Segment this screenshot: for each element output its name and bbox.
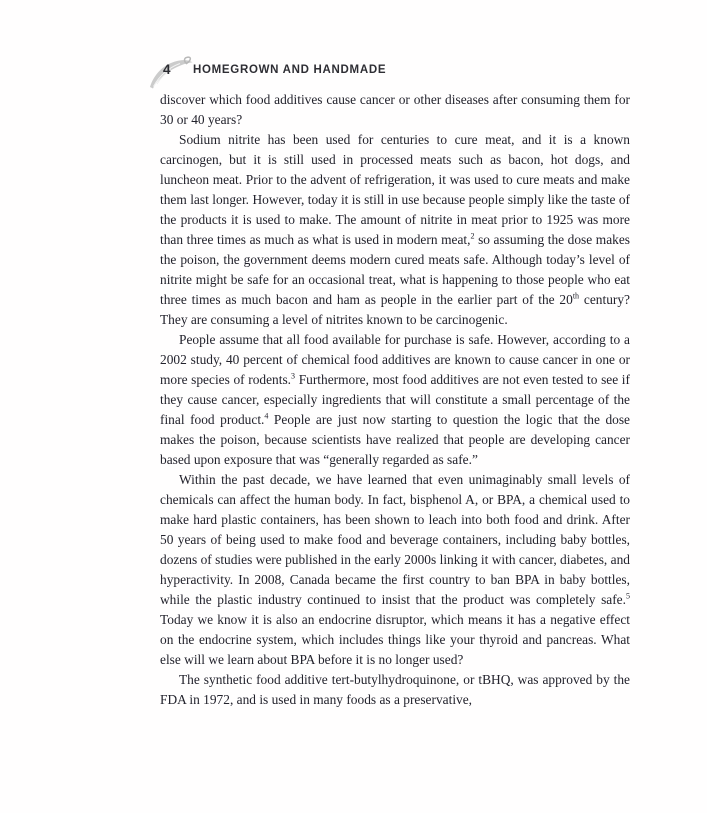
paragraph: People assume that all food available for purchase is safe. However, according to a 2002 study, 40 percent of chemical food additives are known to cause cancer in one or more species of rodents.$^3$ Furthermore, most food additives are not even tested to see if they cause cancer, especially ingredients that will constitute a small percentage of the final food product.$^4$ People are just now starting to question the logic that the dose makes the poison, because scientists have realized that people are developing cancer based upon exposure that was “generally regarded as safe.” (160, 332, 630, 467)
paragraph: Sodium nitrite has been used for centuries to cure meat, and it is a known carcinogen, but it is still used in processed meats such as bacon, hot dogs, and luncheon meat. Prior to the advent of refrigeration, it was used to cure meats and make them last longer. However, today it is still in use because people simply like the taste of the products it is used to make. The amount of nitrite in meat prior to 1925 was more than three times as much as what is used in modern meat,$^2$ so assuming the dose makes the poison, the government deems modern cured meats safe. Although today’s level of nitrite might be safe for an occasional treat, what is happening to those people who eat three times as much bacon and ham as people in the earlier part of the 20th century? They are consuming a level of nitrites known to be carcinogenic. (160, 132, 630, 327)
paragraph: The synthetic food additive tert-butylhydroquinone, or tBHQ, was approved by the FDA in 1972, and is used in many foods as a preservative, (160, 672, 630, 707)
paragraph: discover which food additives cause cancer or other diseases after consuming them for 30 or 40 years? (160, 92, 630, 127)
running-header (147, 55, 567, 91)
body-text (160, 90, 630, 710)
footnote-marker: 4 (264, 411, 269, 421)
footnote-marker: 5 (625, 591, 630, 601)
footnote-marker: th (572, 291, 580, 301)
page-number: 4 (163, 62, 171, 77)
footnote-marker: 2 (470, 231, 475, 241)
paragraph: Within the past decade, we have learned that even unimaginably small levels of chemicals can affect the human body. In fact, bisphenol A, or BPA, a chemical used to make hard plastic containers, has been shown to leach into both food and drink. After 50 years of being used to make food and beverage containers, including baby bottles, dozens of studies were published in the early 2000s linking it with cancer, diabetes, and hyperactivity. In 2008, Canada became the first country to ban BPA in baby bottles, while the plastic industry continued to insist that the product was completely safe.$^5$ Today we know it is also an endocrine disruptor, which means it has a negative effect on the endocrine system, which includes things like your thyroid and pancreas. What else will we learn about BPA before it is no longer used? (160, 472, 630, 667)
running-title: HOMEGROWN AND HANDMADE (193, 64, 387, 76)
footnote-marker: 3 (291, 371, 296, 381)
leaf-flourish-icon (147, 56, 195, 90)
